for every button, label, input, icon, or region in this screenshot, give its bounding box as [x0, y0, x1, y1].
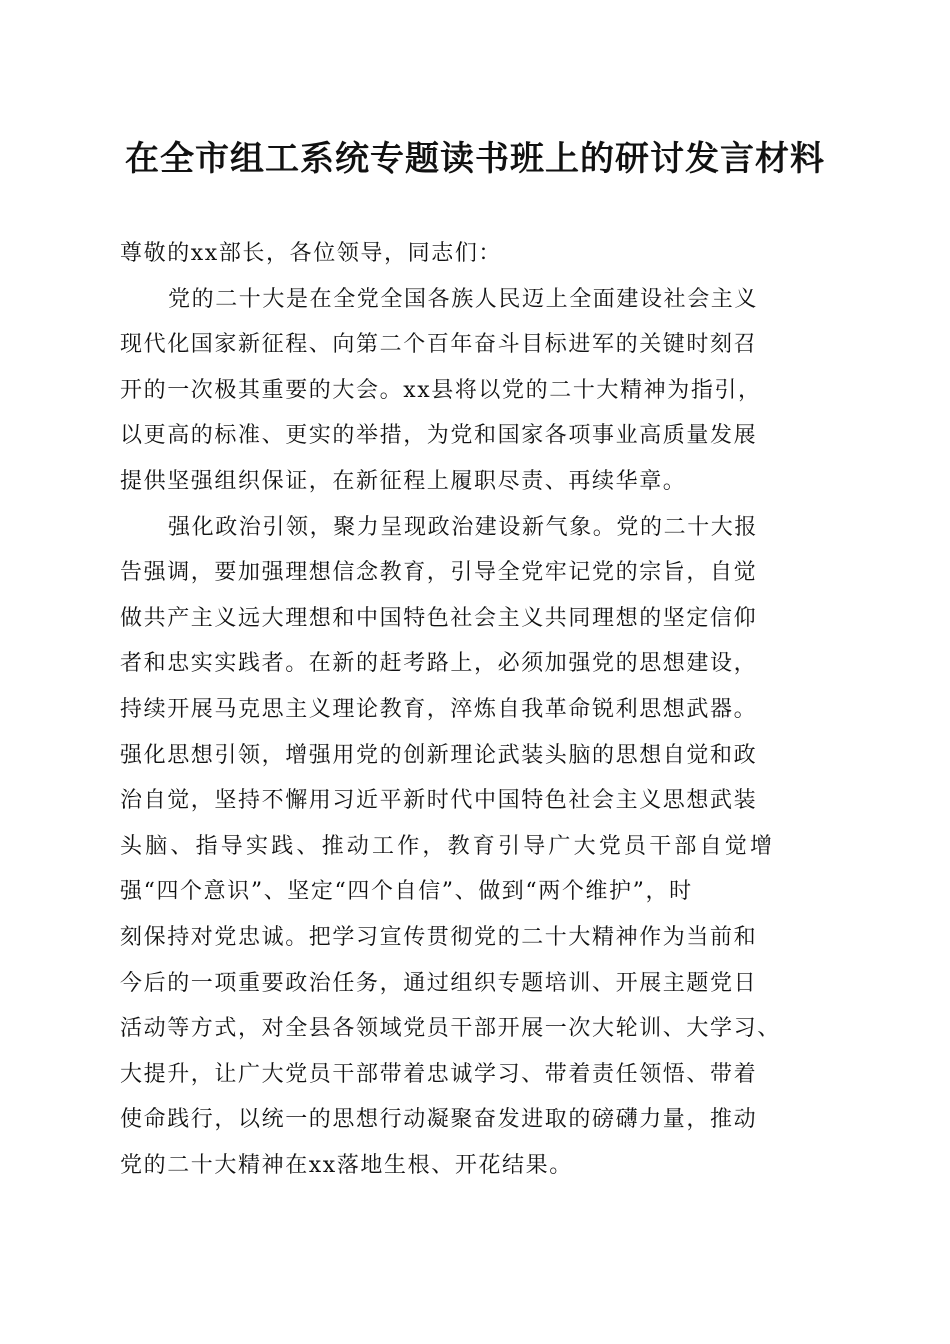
paragraph-1-line-2: 现代化国家新征程、向第二个百年奋斗目标进军的关键时刻召 — [120, 332, 758, 358]
paragraph-2-line-8: 头脑、指导实践、推动工作，教育引导广大党员干部自觉增 — [120, 833, 776, 859]
paragraph-2-line-14: 使命践行，以统一的思想行动凝聚奋发进取的磅礴力量，推动 — [120, 1107, 758, 1133]
paragraph-2-line-7: 治自觉，坚持不懈用习近平新时代中国特色社会主义思想武装 — [120, 788, 758, 814]
document-title: 在全市组工系统专题读书班上的研讨发言材料 — [125, 139, 825, 179]
paragraph-2-line-13: 大提升，让广大党员干部带着忠诚学习、带着责任领悟、带着 — [120, 1061, 758, 1087]
paragraph-2-line-12: 活动等方式，对全县各领域党员干部开展一次大轮训、大学习、 — [120, 1016, 781, 1042]
paragraph-2-line-10: 刻保持对党忠诚。把学习宣传贯彻党的二十大精神作为当前和 — [120, 924, 758, 950]
paragraph-2-line-4: 者和忠实实践者。在新的赶考路上，必须加强党的思想建设， — [120, 651, 758, 677]
paragraph-1-line-1: 党的二十大是在全党全国各族人民迈上全面建设社会主义 — [168, 286, 759, 312]
paragraph-2-line-3: 做共产主义远大理想和中国特色社会主义共同理想的坚定信仰 — [120, 605, 758, 631]
paragraph-1-line-4: 以更高的标准、更实的举措，为党和国家各项事业高质量发展 — [120, 423, 758, 449]
paragraph-2-line-9: 强“四个意识”、坚定“四个自信”、做到“两个维护”，时 — [120, 879, 693, 905]
salutation-line: 尊敬的xx部长，各位领导，同志们： — [120, 241, 503, 266]
paragraph-1-line-3: 开的一次极其重要的大会。xx县将以党的二十大精神为指引， — [120, 377, 762, 403]
paragraph-2-line-5: 持续开展马克思主义理论教育，淬炼自我革命锐利思想武器。 — [120, 696, 758, 722]
paragraph-2-line-1: 强化政治引领，聚力呈现政治建设新气象。党的二十大报 — [168, 514, 759, 540]
paragraph-2-line-6: 强化思想引领，增强用党的创新理论武装头脑的思想自觉和政 — [120, 742, 758, 768]
paragraph-2-line-15: 党的二十大精神在xx落地生根、开花结果。 — [120, 1152, 573, 1178]
paragraph-2-line-11: 今后的一项重要政治任务，通过组织专题培训、开展主题党日 — [120, 970, 758, 996]
paragraph-2-line-2: 告强调，要加强理想信念教育，引导全党牢记党的宗旨，自觉 — [120, 560, 758, 586]
paragraph-1-line-5: 提供坚强组织保证，在新征程上履职尽责、再续华章。 — [120, 468, 687, 494]
document-body — [120, 231, 832, 1188]
